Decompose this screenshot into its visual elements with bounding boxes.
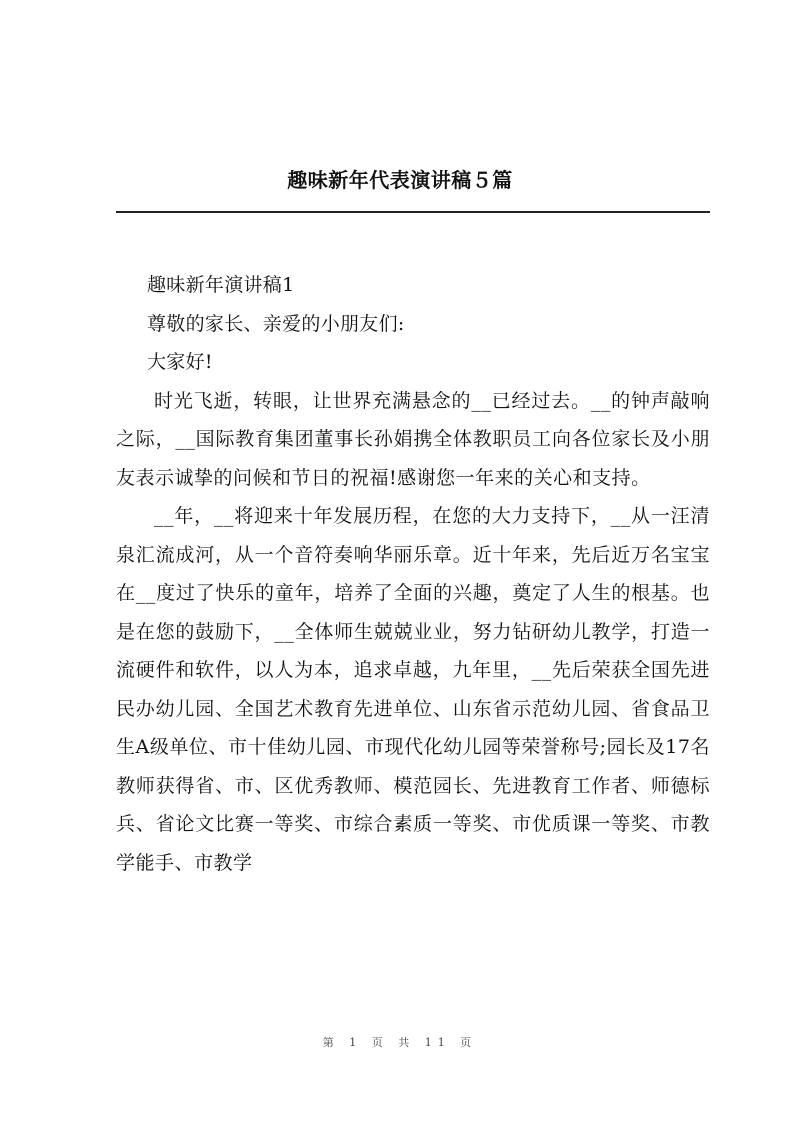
salutation-line: 尊敬的家长、亲爱的小朋友们: [147,312,405,335]
document-title: 趣味新年代表演讲稿５篇 [287,168,513,192]
title-divider [116,211,710,213]
document-body [116,266,710,882]
speech-heading: 趣味新年演讲稿1 [147,274,295,296]
page-footer: 第 1 页 共 11 页 [322,1036,478,1049]
greeting-line: 大家好! [147,351,213,373]
body-paragraph: __年，__将迎来十年发展历程，在您的大力支持下，__从一汪清泉汇流成河，从一个音符奏响华丽乐章。近十年来，先后近万名宝宝在__度过了快乐的童年，培养了全面的兴趣，奠定了人生的根基。也是在您的鼓励下，__全体师生兢兢业业，努力钻研幼儿教学，打造一流硬件和软件，以人为本，追求卓越，九年里，__先后荣获全国先进民办幼儿园、全国艺术教育先进单位、山东省示范幼儿园、省食品卫生A级单位、市十佳幼儿园、市现代化幼儿园等荣誉称号;园长及17名教师获得省、市、区优秀教师、模范园长、先进教育工作者、师德标兵、省论文比赛一等奖、市综合素质一等奖、市优质课一等奖、市教学能手、市教学 [116,505,710,874]
body-paragraph: 时光飞逝，转眼，让世界充满悬念的__已经过去。__的钟声敲响之际，__国际教育集团董事长孙娟携全体教职员工向各位家长及小朋友表示诚挚的问候和节日的祝福!感谢您一年来的关心和支持。 [116,389,710,489]
